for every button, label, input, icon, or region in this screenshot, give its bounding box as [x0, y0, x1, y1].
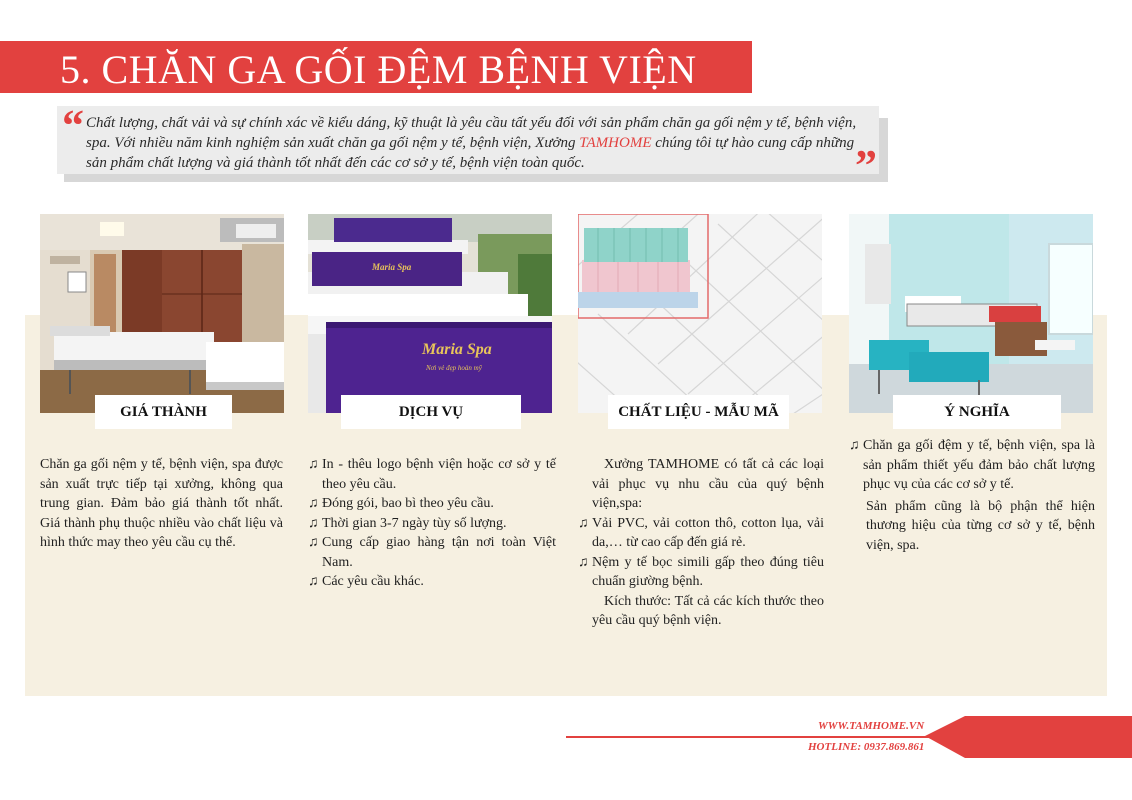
service-list	[308, 455, 556, 592]
intro-quote	[86, 113, 876, 173]
section-label-meaning: Ý NGHĨA	[893, 395, 1061, 429]
list-item: ♫ Cung cấp giao hàng tận nơi toàn Việt Nam.	[308, 535, 556, 570]
footer-divider	[566, 736, 966, 738]
music-note-icon: ♫	[308, 457, 319, 472]
meaning-list	[849, 436, 1095, 555]
music-note-icon: ♫	[578, 554, 589, 570]
footer-arrow-shape	[925, 716, 1132, 758]
list-item: ♫ Vải PVC, vải cotton thô, cotton lụa, vải da,… từ cao cấp đến giá rẻ.	[578, 515, 824, 550]
music-note-icon: ♫	[308, 574, 319, 589]
hospital-bed-photo	[849, 214, 1093, 413]
footer-hotline: HOTLINE: 0937.869.861	[808, 741, 925, 753]
section-label-material: CHẤT LIỆU - MẪU MÃ	[608, 395, 789, 429]
music-note-icon: ♫	[578, 515, 589, 531]
list-item: ♫ In - thêu logo bệnh viện hoặc cơ sở y tế theo yêu cầu.	[308, 457, 556, 492]
music-note-icon: ♫	[308, 515, 319, 531]
spa-towel-text-top: Maria Spa	[372, 262, 412, 272]
list-item: ♫ Chăn ga gối đệm y tế, bệnh viện, spa là sản phẩm thiết yếu đảm bảo chất lượng phục vụ của các cơ sở y tế.	[849, 438, 1095, 492]
fabric-photo	[578, 214, 822, 413]
quote-text-part: Chất lượng, chất vải và sự chính xác về kiểu dáng, kỹ thuật là yêu cầu tất yếu đối với sản phẩm chăn ga gối nệm y tế, bệnh viện, spa. Với nhiều năm kinh nghiệm sản xuất chăn ga gối nệm y tế, bệnh viện, Xưởng	[86, 115, 857, 151]
hospital-room-photo	[40, 214, 284, 413]
quote-text-part: chúng tôi tự hào cung cấp những sản phẩm chất lượng và giá thành tốt nhất đến các cơ sở y tế, bệnh viện toàn quốc.	[86, 135, 855, 171]
quote-brand: TAMHOME	[579, 135, 652, 151]
price-paragraph: Chăn ga gối nệm y tế, bệnh viện, spa được sản xuất trực tiếp tại xưởng, không qua trung gian. Đảm bảo giá thành tốt nhất. Giá thành phụ thuộc nhiều vào chất liệu và hình thức may theo yêu cầu cụ thể.	[40, 457, 283, 550]
spa-towel-tagline: Nơi vẻ đẹp hoàn mỹ	[426, 364, 482, 372]
music-note-icon: ♫	[849, 438, 860, 453]
music-note-icon: ♫	[308, 535, 319, 550]
footer-website[interactable]: WWW.TAMHOME.VN	[818, 720, 925, 732]
title-banner	[0, 41, 752, 93]
spa-beds-photo	[308, 214, 552, 413]
material-outro: Kích thước: Tất cả các kích thước theo yêu cầu quý bệnh viện.	[592, 593, 824, 628]
list-item: ♫ Thời gian 3-7 ngày tùy số lượng.	[308, 514, 556, 534]
price-text	[40, 455, 283, 553]
spa-towel-text-big: Maria Spa	[422, 341, 492, 358]
material-intro: Xưởng TAMHOME có tất cả các loại vải phục vụ nhu cầu của quý bệnh viện,spa:	[592, 457, 824, 511]
quote-close-icon: ”	[855, 141, 877, 190]
meaning-outro: Sản phẩm cũng là bộ phận thể hiện thương hiệu của từng cơ sở y tế, bệnh viện, spa.	[866, 498, 1095, 553]
music-note-icon: ♫	[308, 496, 319, 511]
page-title: 5. CHĂN GA GỐI ĐỆM BỆNH VIỆN	[60, 47, 697, 92]
list-item: ♫ Đóng gói, bao bì theo yêu cầu.	[308, 494, 556, 514]
quote-open-icon: “	[62, 101, 84, 150]
list-item: ♫ Các yêu cầu khác.	[308, 572, 556, 592]
section-label-service: DỊCH VỤ	[341, 395, 521, 429]
section-label-price: GIÁ THÀNH	[95, 395, 232, 429]
list-item: ♫ Nệm y tế bọc simili gấp theo đúng tiêu chuẩn giường bệnh.	[578, 554, 824, 589]
material-list	[578, 455, 824, 631]
